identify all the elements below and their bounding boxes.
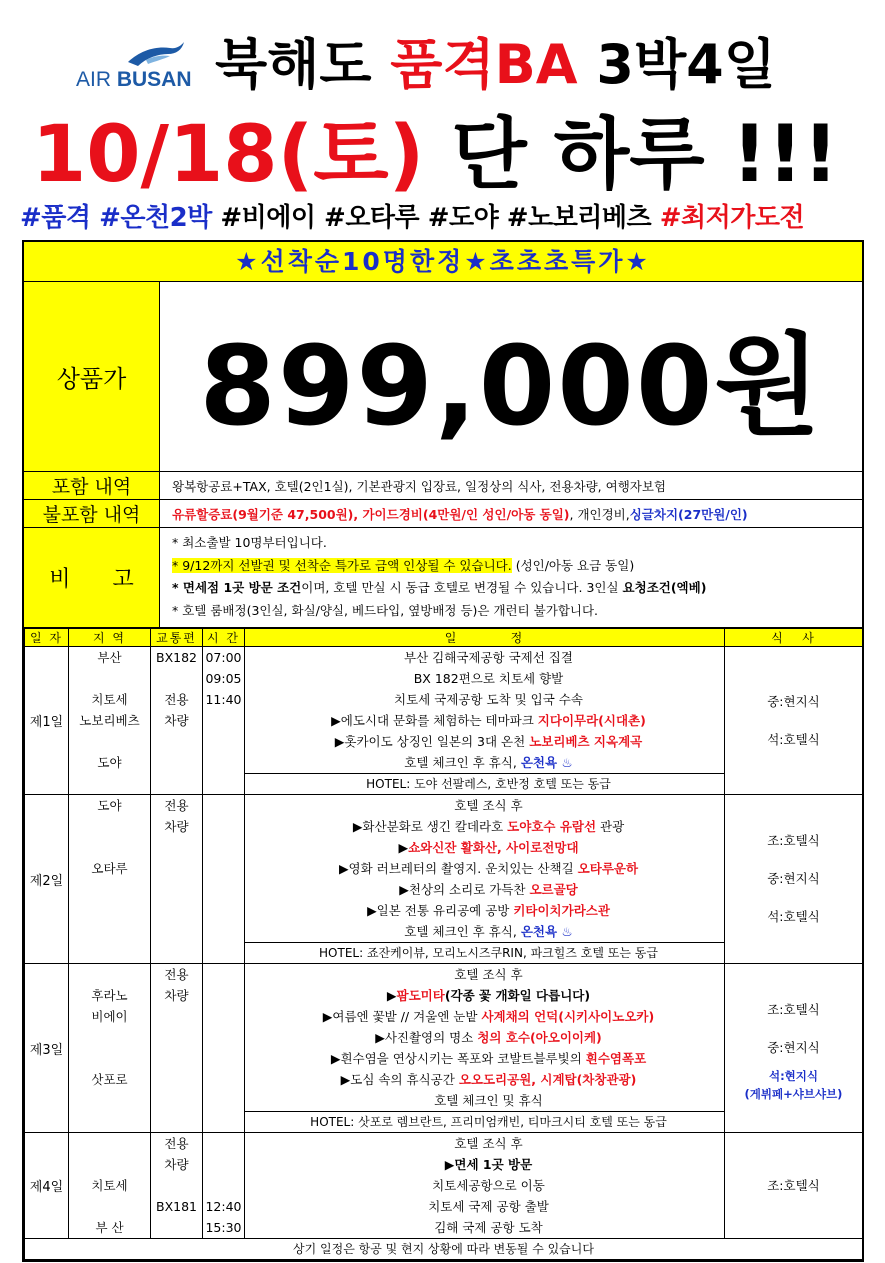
meal-cell: 중:현지식 석:호텔식 [725, 647, 863, 795]
notes-label: 비 고 [24, 528, 160, 627]
footer-row [25, 1239, 863, 1260]
region-cell: 후라노 비에이 삿포로 [69, 964, 151, 1133]
header-itinerary: 일 정 [245, 629, 725, 647]
meal-cell: 조:호텔식 중:현지식 석:호텔식 [725, 795, 863, 964]
schedule-header-row [25, 629, 863, 647]
header-time: 시 간 [203, 629, 245, 647]
included-label: 포함 내역 [24, 472, 160, 499]
title-line-2: 10/18(토) 단 하루 !!! [32, 110, 839, 200]
itinerary-cell: 부산 김해국제공항 국제선 집결 BX 182편으로 치토세 향발 치토세 국제공항 도착 및 입국 수속 ▶에도시대 문화를 체험하는 테마파크 지다이무라(시대촌) ▶홋카이도 상징인 일본의 3대 온천 노보리베츠 지옥계곡 호텔 체크인 후 휴식, 온천욕 ♨ HOTEL: 도야 선팔레스, 호반정 호텔 또는 동급 [245, 647, 725, 795]
time-cell: 07:00 09:05 11:40 [203, 647, 245, 795]
region-cell: 치토세 부 산 [69, 1133, 151, 1239]
price-row [24, 282, 862, 472]
day-label: 제1일 [25, 647, 69, 795]
table-row [25, 795, 863, 964]
hotel-info: HOTEL: 도야 선팔레스, 호반정 호텔 또는 동급 [245, 773, 724, 794]
bird-logo-icon [126, 40, 186, 70]
note-line-2: * 9/12까지 선발권 및 선착순 특가로 금액 인상될 수 있습니다. (성인/아동 요금 동일) [172, 557, 635, 573]
schedule-table [24, 628, 863, 1260]
excluded-label: 불포함 내역 [24, 500, 160, 527]
hashtags: #품격 #온천2박 #비에이 #오타루 #도야 #노보리베츠 #최저가도전 [20, 203, 805, 233]
excluded-text: 유류할증료(9월기준 47,500원), 가이드경비(4만원/인 성인/아동 동일) , 개인경비, 싱글차지(27만원/인) [172, 506, 748, 522]
hotel-info: HOTEL: 삿포로 렘브란트, 프리미엄캐빈, 티마크시티 호텔 또는 동급 [245, 1111, 724, 1132]
header-date: 일 자 [25, 629, 69, 647]
header-transport: 교통편 [151, 629, 203, 647]
day-label: 제3일 [25, 964, 69, 1133]
table-row [25, 1133, 863, 1239]
footer-note: 상기 일정은 항공 및 현지 상황에 따라 변동될 수 있습니다 [25, 1239, 863, 1260]
air-busan-logo [76, 40, 196, 95]
itinerary-cell: 호텔 조식 후 ▶팜도미타(각종 꽃 개화일 다릅니다) ▶여름엔 꽃밭 // 겨울엔 눈밭 사계채의 언덕(시키사이노오카) ▶사진촬영의 명소 청의 호수(아오이이케) ▶흰수염을 연상시키는 폭포와 코발트블루빛의 흰수염폭포 ▶도심 속의 휴식공간 오오도리공원, 시계탑(차창관광) 호텔 체크인 및 휴식 HOTEL: 삿포로 렘브란트, 프리미엄캐빈, 티마크시티 호텔 또는 동급 [245, 964, 725, 1133]
itinerary-cell: 호텔 조식 후 ▶면세 1곳 방문 치토세공항으로 이동 치토세 국제 공항 출발 김해 국제 공항 도착 [245, 1133, 725, 1239]
region-cell: 부산 치토세 노보리베츠 도야 [69, 647, 151, 795]
product-box [22, 240, 864, 1262]
transport-cell: 전용 차량 BX181 [151, 1133, 203, 1239]
table-row [25, 964, 863, 1133]
logo-text: AIR BUSAN [76, 68, 192, 91]
title-line-1: 북해도 품격BA 3박4일 [215, 33, 776, 96]
meal-cell: 조:호텔식 중:현지식 석:현지식 (게뷔페+샤브샤브) [725, 964, 863, 1133]
price-label: 상품가 [24, 282, 160, 471]
time-cell [203, 964, 245, 1133]
hotel-info: HOTEL: 죠잔케이뷰, 모리노시즈쿠RIN, 파크힐즈 호텔 또는 동급 [245, 942, 724, 963]
notes-text [160, 528, 862, 627]
included-text: 왕복항공료+TAX, 호텔(2인1실), 기본관광지 입장료, 일정상의 식사, 전용차량, 여행자보험 [172, 478, 666, 494]
header-region: 지 역 [69, 629, 151, 647]
transport-cell: 전용 차량 [151, 795, 203, 964]
promo-banner: ★선착순10명한정★초초초특가★ [24, 242, 862, 282]
special-meal: 석:현지식 (게뷔페+샤브샤브) [744, 1069, 843, 1101]
time-cell [203, 795, 245, 964]
itinerary-cell: 호텔 조식 후 ▶화산분화로 생긴 칼데라호 도야호수 유람선 관광 ▶쇼와신잔 활화산, 사이로전망대 ▶영화 러브레터의 촬영지. 운치있는 산책길 오타루운하 ▶천상의 소리로 가득찬 오르골당 ▶일본 전통 유리공예 공방 키타이치가라스관 호텔 체크인 후 휴식, 온천욕 ♨ HOTEL: 죠잔케이뷰, 모리노시즈쿠RIN, 파크힐즈 호텔 또는 동급 [245, 795, 725, 964]
day-label: 제4일 [25, 1133, 69, 1239]
time-cell: 12:40 15:30 [203, 1133, 245, 1239]
excluded-row [24, 500, 862, 528]
meal-cell: 조:호텔식 [725, 1133, 863, 1239]
table-row [25, 647, 863, 795]
header [0, 0, 885, 240]
note-line-3: * 면세점 1곳 방문 조건이며, 호텔 만실 시 동급 호텔로 변경될 수 있습니다. 3인실 요청조건(엑베) [172, 580, 707, 595]
note-line-1: * 최소출발 10명부터입니다. [172, 535, 327, 550]
transport-cell: 전용 차량 [151, 964, 203, 1133]
included-row [24, 472, 862, 500]
notes-row [24, 528, 862, 628]
transport-cell: BX182 전용 차량 [151, 647, 203, 795]
header-meals: 식 사 [725, 629, 863, 647]
region-cell: 도야 오타루 [69, 795, 151, 964]
note-line-4: * 호텔 룸배정(3인실, 화실/양실, 베드타입, 옆방배정 등)은 개런티 불가합니다. [172, 602, 599, 618]
price-value: 899,000원 [199, 321, 823, 450]
day-label: 제2일 [25, 795, 69, 964]
